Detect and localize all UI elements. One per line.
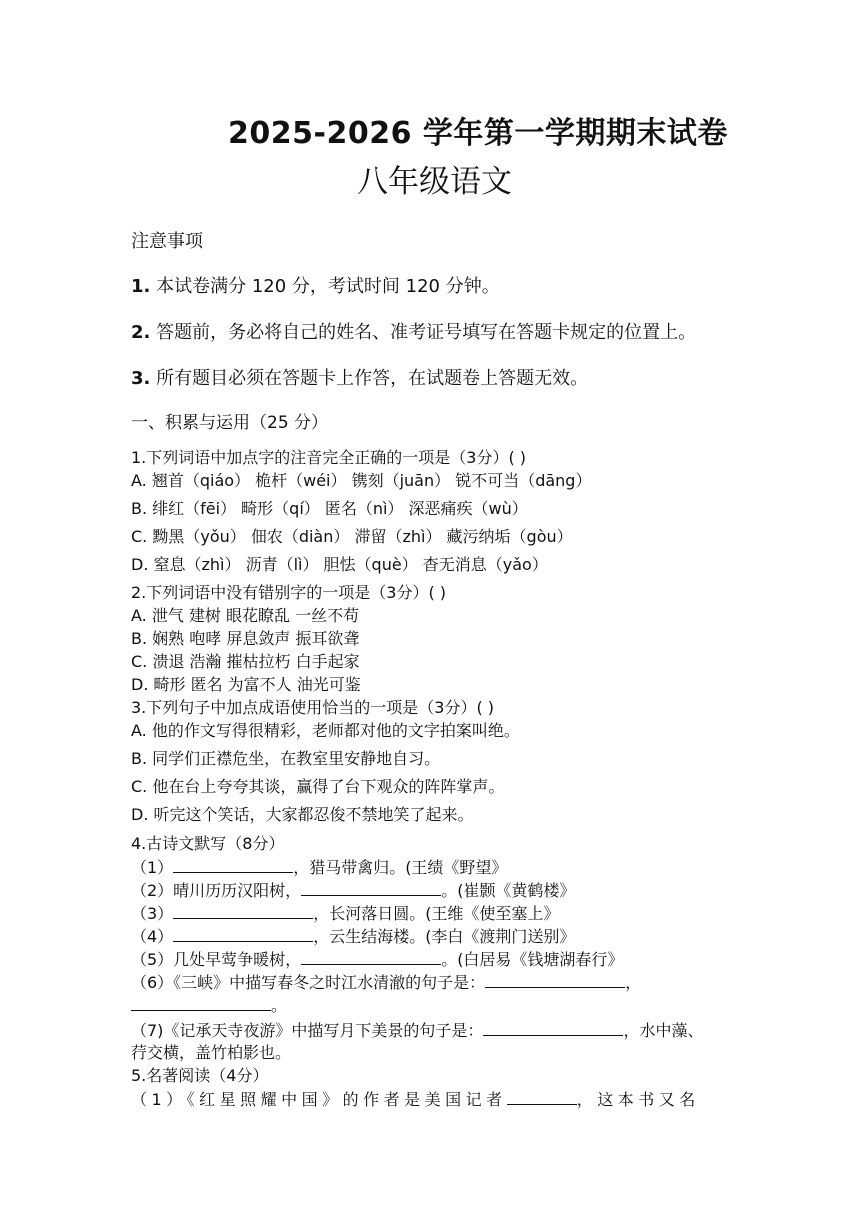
exam-title: 2025-2026 学年第一学期期末试卷 xyxy=(228,116,728,151)
answer-blank[interactable] xyxy=(173,857,293,873)
q4-line-1: （1） ，猎马带禽归。(王绩《野望》 xyxy=(131,858,508,877)
q4-stem: 4.古诗文默写（8分） xyxy=(131,834,285,853)
notice-item-3: 3. 所有题目必须在答题卡上作答，在试题卷上答题无效。 xyxy=(131,368,589,389)
notice-item-2: 2. 答题前，务必将自己的姓名、准考证号填写在答题卡规定的位置上。 xyxy=(131,322,697,343)
q1-option-b: B. 绯红（fēi） 畸形（qí） 匿名（nì） 深恶痛疾（wù） xyxy=(131,499,528,518)
q3-option-b: B. 同学们正襟危坐，在教室里安静地自习。 xyxy=(131,749,441,768)
answer-blank[interactable] xyxy=(485,972,625,988)
q3-option-d: D. 听完这个笑话，大家都忍俊不禁地笑了起来。 xyxy=(131,805,474,824)
q2-option-c: C. 溃退 浩瀚 摧枯拉朽 白手起家 xyxy=(131,652,360,671)
notice-item-1: 1. 本试卷满分 120 分，考试时间 120 分钟。 xyxy=(131,276,500,297)
q1-option-a: A. 翘首（qiáo） 桅杆（wéi） 镌刻（juān） 锐不可当（dāng） xyxy=(131,471,592,490)
q3-option-c: C. 他在台上夸夸其谈，赢得了台下观众的阵阵掌声。 xyxy=(131,777,505,796)
q5-stem: 5.名著阅读（4分） xyxy=(131,1066,269,1085)
q4-line-2: （2）晴川历历汉阳树， 。(崔颢《黄鹤楼》 xyxy=(131,881,576,900)
q3-option-a: A. 他的作文写得很精彩，老师都对他的文字拍案叫绝。 xyxy=(131,721,520,740)
q1-option-d: D. 窒息（zhì） 沥青（lì） 胆怯（què） 杳无消息（yǎo） xyxy=(131,555,548,574)
answer-blank[interactable] xyxy=(173,926,313,942)
notice-heading: 注意事项 xyxy=(131,231,203,252)
q2-stem: 2.下列词语中没有错别字的一项是（3分）( ) xyxy=(131,583,447,602)
q4-line-5: （5）几处早莺争暖树， 。(白居易《钱塘湖春行》 xyxy=(131,950,624,969)
q2-option-a: A. 泄气 建树 眼花瞭乱 一丝不苟 xyxy=(131,606,360,625)
q4-line-3: （3） ，长河落日圆。(王维《使至塞上》 xyxy=(131,904,560,923)
q2-option-d: D. 畸形 匿名 为富不人 油光可鉴 xyxy=(131,675,361,694)
q4-line-7: （7)《记承天寺夜游》中描写月下美景的句子是： ，水中藻、 xyxy=(131,1021,704,1040)
q1-stem: 1.下列词语中加点字的注音完全正确的一项是（3分）( ) xyxy=(131,448,527,467)
answer-blank[interactable] xyxy=(507,1089,577,1105)
section-heading: 一、积累与运用（25 分） xyxy=(131,413,329,433)
q4-line-7-cont: 荇交横，盖竹柏影也。 xyxy=(131,1043,292,1062)
answer-blank[interactable] xyxy=(131,995,271,1011)
q1-option-c: C. 黝黑（yǒu） 佃农（diàn） 滞留（zhì） 藏污纳垢（gòu） xyxy=(131,527,573,546)
q5-line-1: （1）《红星照耀中国》的作者是美国记者 ，这本书又名 xyxy=(131,1090,700,1109)
q4-line-4: （4） ，云生结海楼。(李白《渡荆门送别》 xyxy=(131,927,576,946)
q4-line-6-cont: 。 xyxy=(131,995,287,1016)
answer-blank[interactable] xyxy=(483,1020,623,1036)
exam-subtitle: 八年级语文 xyxy=(357,164,512,200)
q2-option-b: B. 娴熟 咆哮 屏息敛声 振耳欲聋 xyxy=(131,629,360,648)
q3-stem: 3.下列句子中加点成语使用恰当的一项是（3分）( ) xyxy=(131,698,495,717)
answer-blank[interactable] xyxy=(173,903,313,919)
answer-blank[interactable] xyxy=(301,880,441,896)
answer-blank[interactable] xyxy=(301,949,441,965)
q4-line-6: （6）《三峡》中描写春冬之时江水清澈的句子是： ， xyxy=(131,973,642,992)
